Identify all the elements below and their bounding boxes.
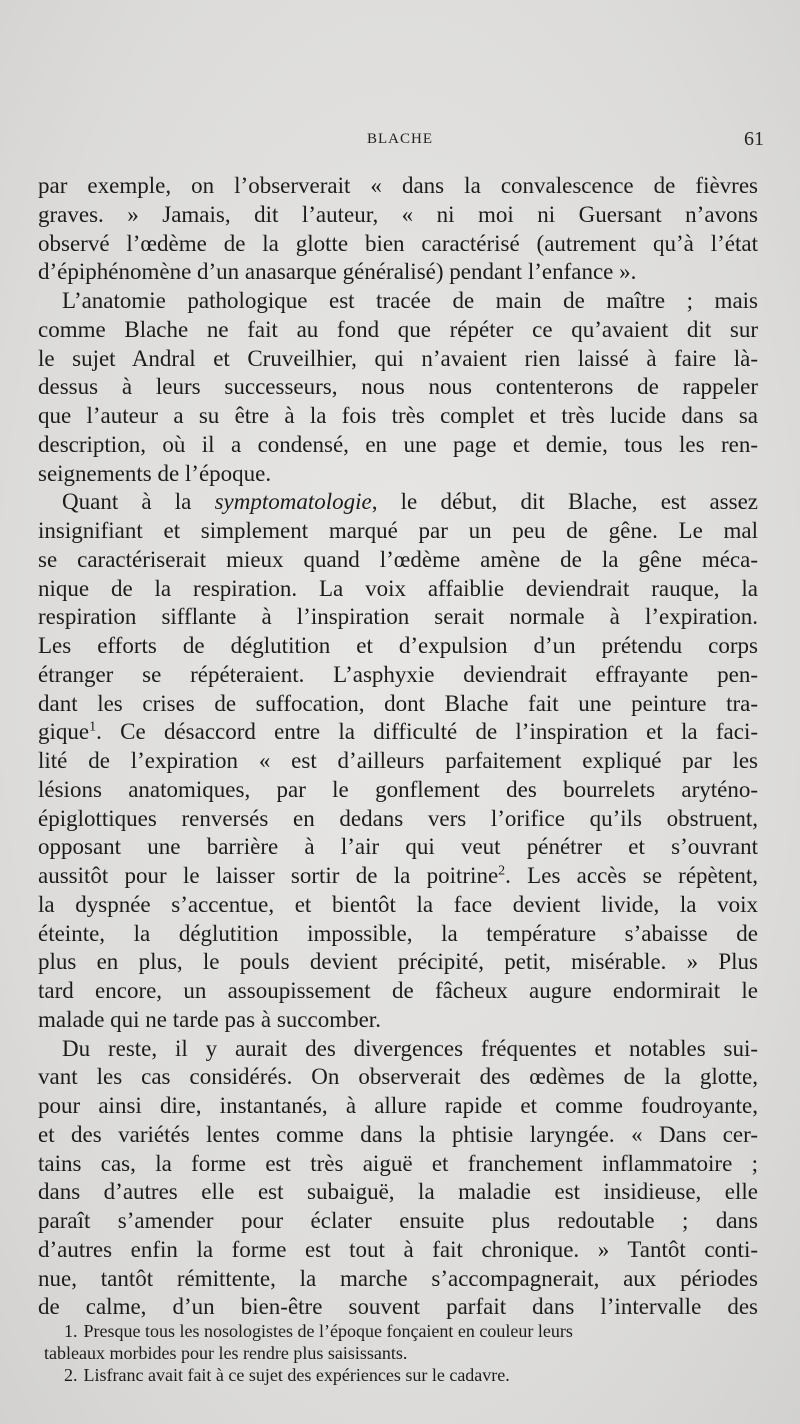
text-line: éteinte, la déglutition impossible, la température s’abaisse de: [38, 920, 758, 946]
text-line: Du reste, il y aurait des divergences fréquentes et notables sui-: [62, 1035, 758, 1061]
text-line: de calme, d’un bien-être souvent parfait dans l’intervalle des: [38, 1294, 758, 1320]
footnotes: [44, 1320, 764, 1386]
footnote-1: [44, 1320, 764, 1342]
footnote-number: 1.: [64, 1321, 78, 1341]
text-line: seignements de l’époque.: [38, 460, 272, 486]
text-line: tains cas, la forme est très aiguë et franchement inflammatoire ;: [38, 1150, 758, 1176]
paragraph-3: [38, 488, 758, 1034]
footnote-number: 2.: [64, 1365, 78, 1385]
text-line: la dyspnée s’accentue, et bientôt la face devient livide, la voix: [38, 891, 758, 917]
text-line: étranger se répéteraient. L’asphyxie deviendrait effrayante pen-: [38, 661, 758, 687]
text-run: Quant à la: [62, 489, 215, 515]
text-line: nue, tantôt rémittente, la marche s’accompagnerait, aux périodes: [38, 1265, 758, 1291]
text-line: [38, 862, 758, 891]
text-line: Les efforts de déglutition et d’expulsion d’un prétendu corps: [38, 633, 758, 658]
text-line: épiglottiques renversés en dedans vers l’orifice qu’ils obstruent,: [38, 805, 758, 831]
text-line: dant les crises de suffocation, dont Blache fait une peinture tra-: [38, 690, 758, 716]
paragraph-2: [38, 287, 758, 488]
text-line: plus en plus, le pouls devient précipité, petit, misérable. » Plus: [38, 949, 758, 975]
text-line: se caractériserait mieux quand l’œdème amène de la gêne méca-: [38, 546, 758, 572]
page-number: 61: [744, 128, 764, 150]
text-line: respiration sifflante à l’inspiration serait normale à l’expiration.: [38, 604, 758, 630]
text-line: et des variétés lentes comme dans la phtisie laryngée. « Dans cer-: [38, 1121, 758, 1147]
text-run: . Les accès se répètent,: [505, 863, 758, 888]
text-line: pour ainsi dire, instantanés, à allure rapide et comme foudroyante,: [38, 1093, 758, 1118]
running-head: [0, 128, 800, 152]
paragraph-4: [38, 1035, 758, 1323]
text-line: paraît s’amender pour éclater ensuite plus redoutable ; dans: [38, 1208, 758, 1233]
text-line: insignifiant et simplement marqué par un peu de gêne. Le mal: [38, 518, 758, 543]
paragraph-1: [38, 172, 758, 287]
text-line: [38, 488, 758, 517]
text-line: [38, 718, 758, 747]
footnote-text: Lisfranc avait fait à ce sujet des expériences sur le cadavre.: [83, 1365, 510, 1385]
running-head-title: BLACHE: [367, 131, 433, 147]
text-line: observé l’œdème de la glotte bien caractérisé (autrement qu’à l’état: [38, 230, 758, 256]
footnote-1-continued: tableaux morbides pour les rendre plus saisissants.: [44, 1343, 408, 1363]
text-run: aussitôt pour le laisser sortir de la poitrine: [38, 863, 499, 888]
text-line: par exemple, on l’observerait « dans la convalescence de fièvres: [38, 173, 758, 198]
text-line: le sujet Andral et Cruveilhier, qui n’avaient rien laissé à faire là-: [38, 345, 758, 371]
footnote-2: [44, 1364, 764, 1386]
text-line: dans d’autres elle est subaiguë, la maladie est insidieuse, elle: [38, 1179, 758, 1205]
text-line: dessus à leurs successeurs, nous nous contenterons de rappeler: [38, 374, 758, 400]
text-line: d’autres enfin la forme est tout à fait chronique. » Tantôt conti-: [38, 1236, 758, 1262]
text-line: que l’auteur a su être à la fois très complet et très lucide dans sa: [38, 403, 758, 428]
text-line: malade qui ne tarde pas à succomber.: [38, 1006, 381, 1032]
footnote-ref-1[interactable]: 1: [89, 719, 97, 735]
text-line: vant les cas considérés. On observerait des œdèmes de la glotte,: [38, 1064, 758, 1090]
emphasis-term: symptomatologie: [214, 489, 372, 515]
text-line: d’épiphénomène d’un anasarque généralisé) pendant l’enfance ».: [38, 259, 637, 285]
text-line: nique de la respiration. La voix affaiblie deviendrait rauque, la: [38, 575, 758, 601]
text-run: . Ce désaccord entre la difficulté de l’inspiration et la faci-: [96, 719, 758, 745]
text-line: tard encore, un assoupissement de fâcheux augure endormirait le: [38, 978, 758, 1003]
footnote-text: Presque tous les nosologistes de l’époque fonçaient en couleur leurs: [83, 1321, 573, 1341]
body-text: [38, 172, 758, 1322]
text-line: comme Blache ne fait au fond que répéter ce qu’avaient dit sur: [38, 316, 758, 342]
text-line: description, où il a condensé, en une page et demie, tous les ren-: [38, 431, 758, 457]
text-line: opposant une barrière à l’air qui veut pénétrer et s’ouvrant: [38, 834, 758, 860]
text-run: , le début, dit Blache, est assez: [371, 489, 758, 515]
footnote-ref-2[interactable]: 2: [498, 863, 506, 879]
text-line: L’anatomie pathologique est tracée de main de maître ; mais: [62, 288, 758, 313]
text-line: lésions anatomiques, par le gonflement des bourrelets aryténo-: [38, 776, 758, 802]
text-line: lité de l’expiration « est d’ailleurs parfaitement expliqué par les: [38, 748, 758, 773]
text-run: gique: [38, 719, 90, 745]
text-line: graves. » Jamais, dit l’auteur, « ni moi ni Guersant n’avons: [38, 201, 758, 227]
